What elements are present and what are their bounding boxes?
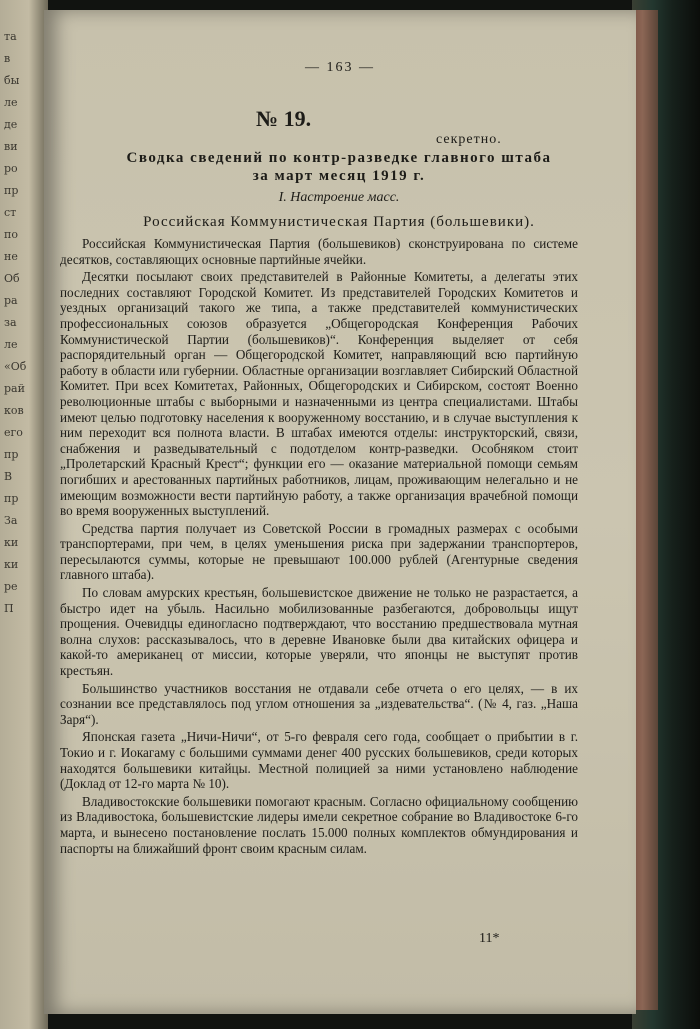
left-page-fragment: ст	[4, 206, 17, 219]
paragraph-3: Средства партия получает из Советской России в громадных размерах с особыми транспортерами, при чем, в целях уменьшения риска при задержании транспортеров, пересылаются суммы, которые не превышают 100.000 рублей (Агентурные сведения главного штаба).	[60, 520, 578, 583]
left-page-margin	[0, 0, 48, 1029]
left-page-fragment: та	[4, 30, 17, 43]
left-page-fragment: ро	[4, 162, 18, 175]
left-page-fragment: За	[4, 514, 18, 527]
left-page-fragment: В	[4, 470, 13, 483]
paragraph-5: Большинство участников восстания не отдавали себе отчета о его целях, — в их сознании все представлялось под углом отношения за „издевательства“. (№ 4, газ. „Наша Заря“).	[60, 680, 578, 727]
left-page-fragment: его	[4, 426, 23, 439]
book-page	[44, 10, 636, 1014]
secret-mark: секретно.	[436, 132, 502, 147]
left-page-fragment: пр	[4, 492, 19, 505]
left-page-fragment: ле	[4, 96, 18, 109]
left-page-fragment: де	[4, 118, 18, 131]
paragraph-7: Владивостокские большевики помогают красным. Согласно официальному сообщению из Владивостока, большевистские лидеры имели секретное собрание во Владивостоке 6-го марта, и вынесено постановление послать 15.000 полных комплектов обмундирования и паспорты на ближайший фронт своим красным силам.	[60, 793, 578, 856]
paragraph-6: Японская газета „Ничи-Ничи“, от 5-го февраля сего года, сообщает о прибытии в г. Токио и г. Иокагаму с большими суммами денег 400 русских большевиков, среди которых находятся большевики китайцы. Местной полицией за ними установлено наблюдение (Доклад от 12-го марта № 10).	[60, 729, 578, 792]
report-title-line2: за март месяц 1919 г.	[252, 168, 426, 184]
party-heading: Российская Коммунистическая Партия (большевики).	[143, 214, 535, 230]
left-page-fragment: ра	[4, 294, 18, 307]
paragraph-4: По словам амурских крестьян, большевистское движение не только не разрастается, а быстро идет на убыль. Насильно мобилизованные разбегаются, добровольцы ищут прощения. Очевидцы единогласно подтверждают, что восстанию предшествовала мутная волна слухов: рассказывалось, что в деревне Ивановке были два китайских офицера и какой-то американец от миссии, которые уверяли, что японцы не выступят против крестьян.	[60, 585, 578, 679]
left-page-fragment: в	[4, 52, 11, 65]
body-text	[60, 236, 578, 858]
paragraph-1: Российская Коммунистическая Партия (большевиков) сконструирована по системе десятков, составляющих основные партийные ячейки.	[60, 236, 578, 267]
left-page-fragment: пр	[4, 448, 19, 461]
left-page-fragment: П	[4, 602, 14, 615]
page-number: — 163 —	[305, 60, 375, 75]
paragraph-2: Десятки посылают своих представителей в Районные Комитеты, а делегаты этих последних составляют Городской Комитет. Из представителей Городских Комитетов и уездных организаций такого же типа, а также представителей коммунистических профессиональных союзов образуется „Общегородская Конференция Рабочих Коммунистической Партии (большевиков)“. Конференция выделяет от себя распорядительный орган — Общегородской Комитет, направляющий всю партийную работу в области или губернии. Областные организации возглавляет Сибирский Областной Комитет. При всех Комитетах, Районных, Общегородских и Сибирском, состоят Военно революционные штабы с выборными и назначенными из центра специалистами. Штабы имеют целью подготовку населения к вооруженному восстанию, и в случае выступления к ним переходит вся полнота власти. В штабах имеются отделы: инструкторский, связи, снабжения и разведывательный с подотделом контр-разведки. Особняком стоит „Пролетарский Красный Крест“; функции его — оказание материальной помощи семьям погибших и арестованных партийных работников, лицам, проживающим нелегально и не имеющим возможности вести партийную работу, а также организация врачебной помощи во время вооруженных выступлений.	[60, 269, 578, 519]
document-number: № 19.	[256, 106, 312, 131]
section-heading: I. Настроение масс.	[278, 190, 400, 205]
left-page-fragment: ре	[4, 580, 18, 593]
left-page-fragment: по	[4, 228, 18, 241]
signature-mark: 11*	[479, 931, 500, 946]
left-page-fragment: бы	[4, 74, 20, 87]
left-page-fragment: ки	[4, 536, 19, 549]
left-page-fragment: пр	[4, 184, 19, 197]
left-page-fragment: Об	[4, 272, 20, 285]
left-page-fragment: ле	[4, 338, 18, 351]
report-title-line1: Сводка сведений по контр-разведке главного штаба	[126, 150, 552, 166]
left-page-fragment: ков	[4, 404, 24, 417]
left-page-fragment: ви	[4, 140, 18, 153]
left-page-fragment: рай	[4, 382, 25, 395]
left-page-fragment: не	[4, 250, 18, 263]
left-page-fragment: за	[4, 316, 17, 329]
left-page-fragment: ки	[4, 558, 19, 571]
left-page-fragment: «Об	[4, 360, 27, 373]
